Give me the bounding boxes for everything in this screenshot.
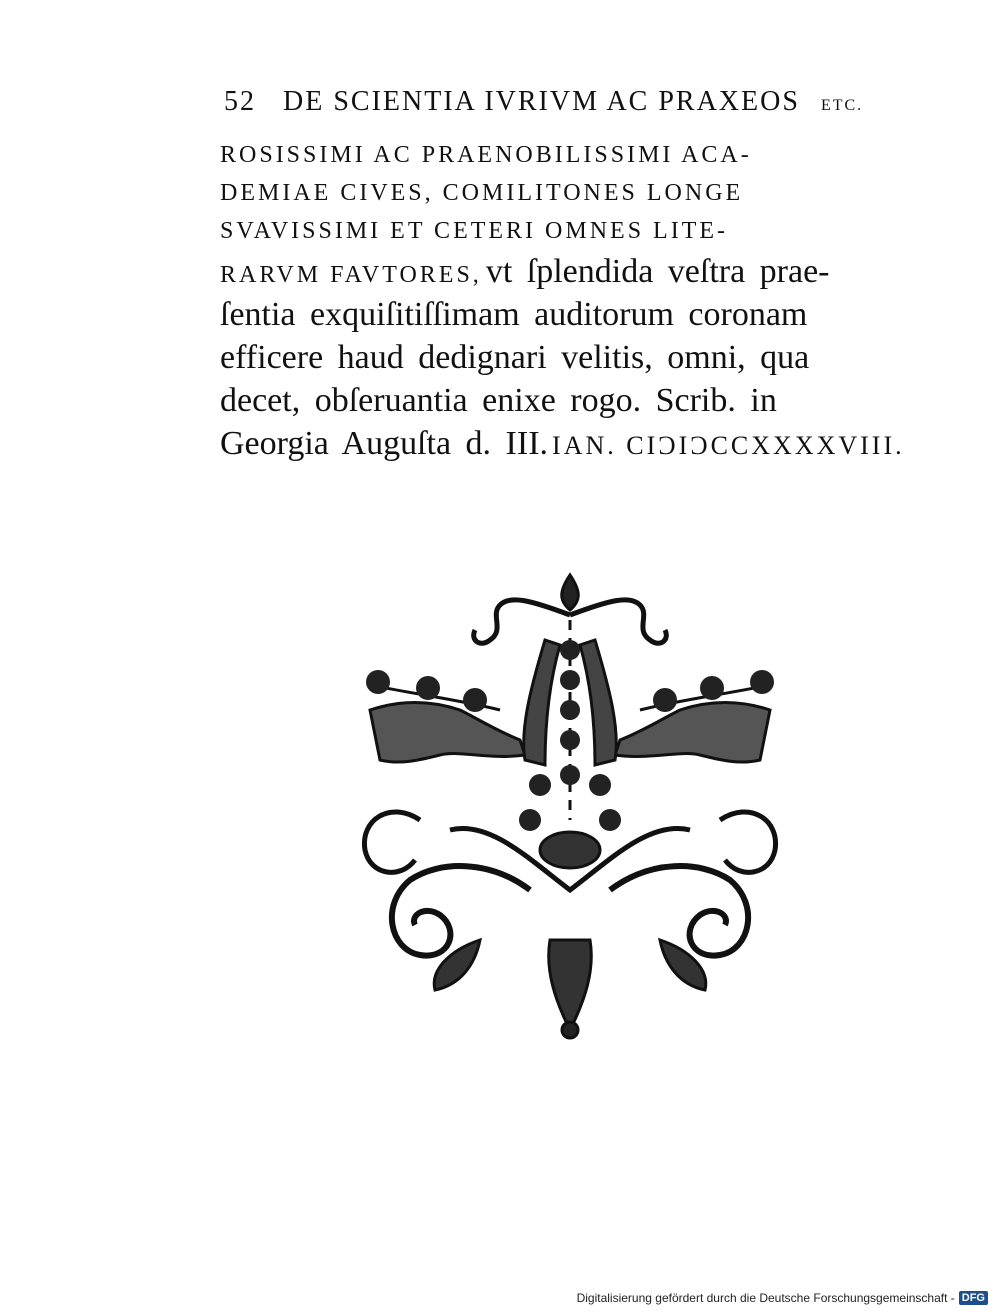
text-line-6	[220, 336, 916, 379]
text-line-7	[220, 379, 916, 422]
running-title-etc: ETC.	[820, 97, 864, 114]
text-line-3	[220, 212, 916, 250]
line-text: efficere haud dedignari velitis, omni, qua	[220, 339, 810, 376]
text-line-1	[220, 136, 916, 174]
line-text: vt ſplendida veſtra prae-	[485, 253, 830, 290]
line-text: Georgia Auguſta d. III.	[220, 425, 549, 462]
running-header	[224, 86, 924, 126]
text-line-2	[220, 174, 916, 212]
line-caps: IAN. CIƆIƆCCXXXXVIII.	[552, 431, 905, 460]
line-text: DEMIAE CIVES, COMILITONES LONGE	[220, 180, 744, 206]
text-line-5	[220, 293, 916, 336]
dfg-logo-icon: DFG	[959, 1291, 988, 1305]
running-title: DE SCIENTIA IVRIVM AC PRAXEOS	[283, 86, 800, 117]
line-text: decet, obſeruantia enixe rogo. Scrib. in	[220, 382, 777, 419]
ornament-vignette-image	[330, 560, 810, 1050]
line-text: SVAVISSIMI ET CETERI OMNES LITE-	[220, 218, 729, 244]
line-caps: RARVM FAVTORES,	[220, 262, 482, 288]
text-line-8	[220, 422, 916, 465]
credit-text: Digitalisierung gefördert durch die Deutsche Forschungsgemeinschaft -	[576, 1291, 955, 1305]
text-line-4	[220, 250, 916, 293]
body-text	[220, 136, 920, 465]
digitization-credit	[577, 1289, 988, 1307]
page-number: 52	[224, 86, 256, 117]
line-text: ROSISSIMI AC PRAENOBILISSIMI ACA-	[220, 142, 752, 168]
line-text: ſentia exquiſitiſſimam auditorum coronam	[220, 296, 808, 333]
